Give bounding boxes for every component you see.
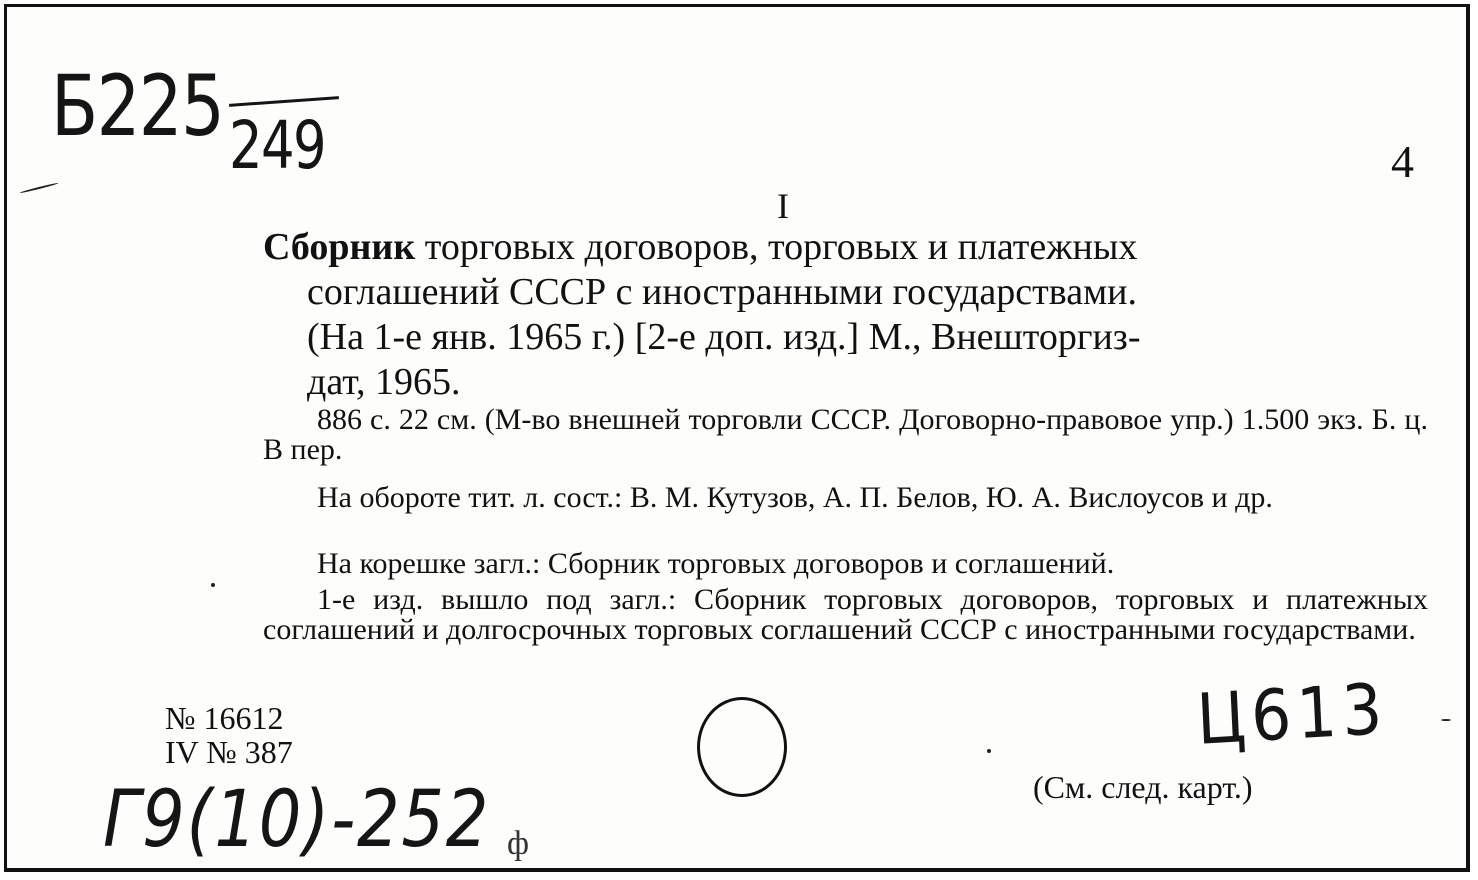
title-line2: соглашений СССР с иностранными государствами. xyxy=(307,271,1137,313)
volume-numeral: I xyxy=(777,186,789,226)
title-line3: (На 1-е янв. 1965 г.) [2-е доп. изд.] М., Внешторгиз- xyxy=(307,316,1141,358)
classification-tail-mark: ф xyxy=(507,825,530,862)
shelfmark-sub-handwritten: 249 xyxy=(229,107,325,184)
first-edition-note: 1-е изд. вышло под загл.: Сборник торговых договоров, торговых и платежных соглашений и долгосрочных торговых соглашений СССР с иностранными государствами. xyxy=(263,583,1428,646)
compilers-note: На обороте тит. л. сост.: В. М. Кутузов, А. П. Белов, Ю. А. Вислоусов и др. xyxy=(317,481,1273,514)
registry-volume-number: IV № 387 xyxy=(165,734,293,770)
catalog-card xyxy=(4,4,1470,872)
title-line4: дат, 1965. xyxy=(307,361,461,403)
registry-numbers xyxy=(165,701,293,769)
ink-speck xyxy=(19,182,58,194)
collation-note: 886 с. 22 см. (М-во внешней торговли СССР. Договорно-правовое упр.) 1.500 экз. Б. ц. В пер. xyxy=(263,403,1428,466)
ink-speck xyxy=(1441,719,1451,721)
shelfmark-handwritten: Б225 xyxy=(51,57,224,155)
card-number: 4 xyxy=(1391,136,1414,187)
shelfmark-fraction-bar xyxy=(229,96,339,107)
spine-title-note: На корешке загл.: Сборник торговых договоров и соглашений. xyxy=(317,547,1115,580)
ink-speck xyxy=(211,583,215,587)
circle-stamp xyxy=(697,697,787,797)
see-next-card-note: (См. след. карт.) xyxy=(1033,769,1253,805)
registry-number: № 16612 xyxy=(165,700,284,736)
handwritten-code-right: Ц613 xyxy=(1195,667,1390,761)
title-lead: Сборник xyxy=(263,226,416,268)
title-block xyxy=(263,225,1428,405)
ink-speck xyxy=(987,749,991,753)
classification-code-handwritten: Г9(10)-252 xyxy=(103,775,491,865)
title-line1: торговых договоров, торговых и платежных xyxy=(424,226,1138,268)
